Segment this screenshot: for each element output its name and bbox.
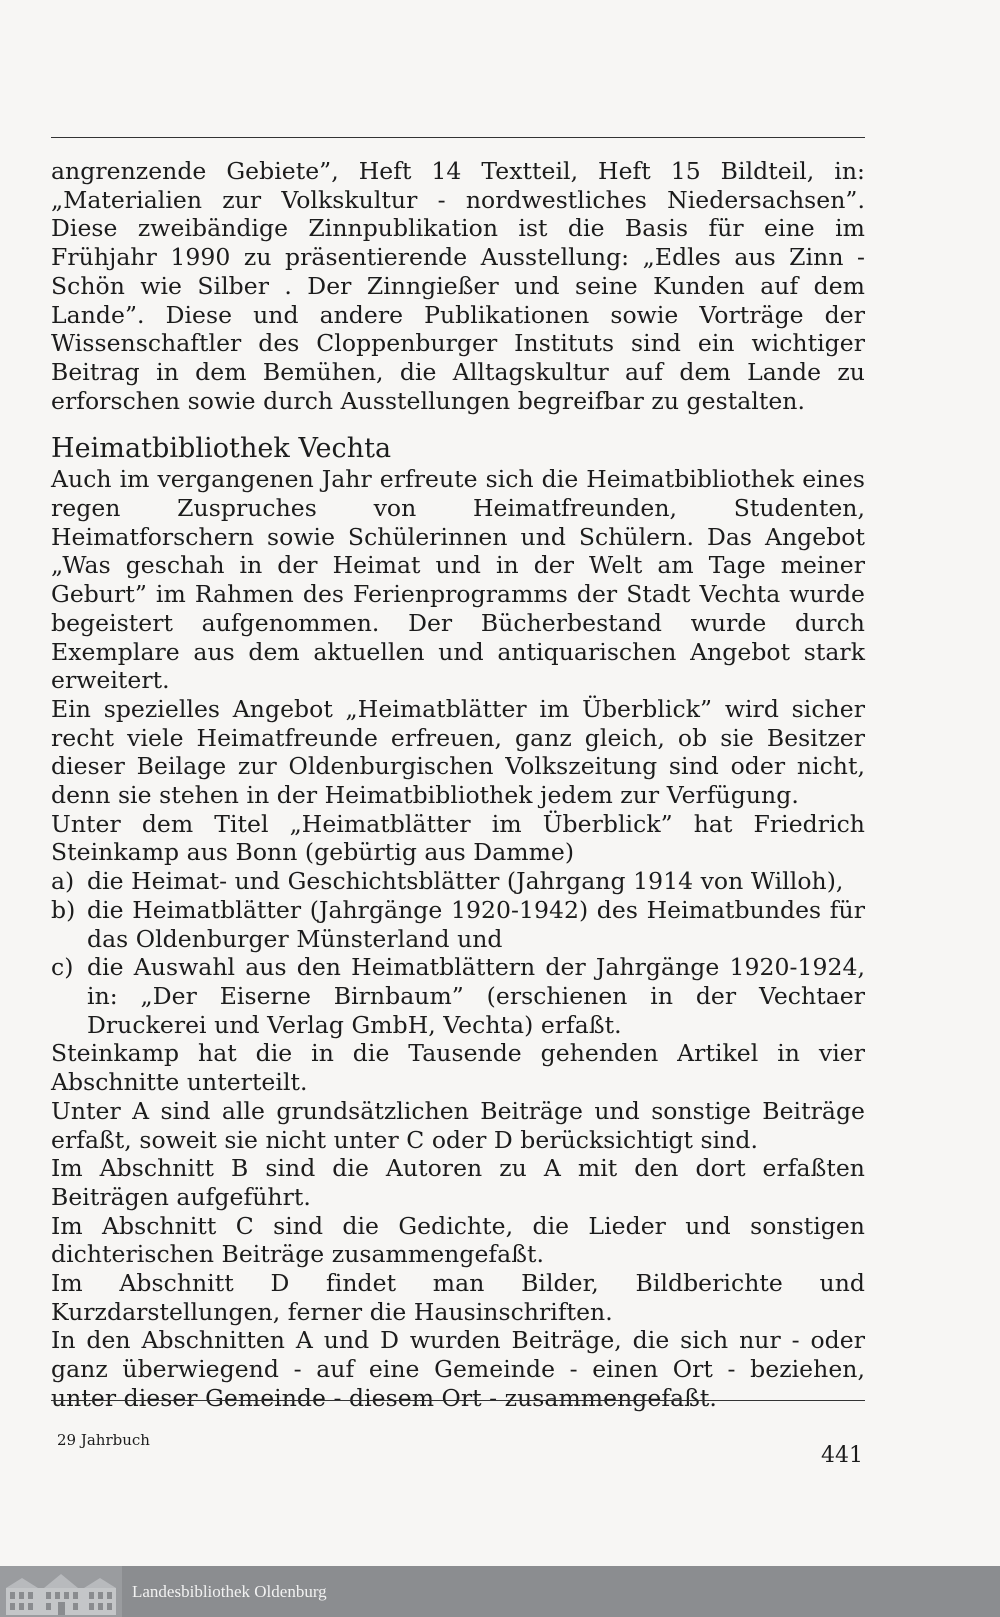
list-item-text: die Heimatblätter (Jahrgänge 1920-1942) des Heimatbundes für das Oldenburger Münsterland und — [87, 895, 865, 953]
list-item-text: die Auswahl aus den Heimatblättern der Jahrgänge 1920-1924, in: „Der Eiserne Birnbaum” (erschienen in der Vechtaer Druckerei und Verlag GmbH, Vechta) erfaßt. — [87, 953, 865, 1039]
body-text — [51, 157, 865, 1413]
paragraph: Unter A sind alle grundsätzlichen Beiträge und sonstige Beiträge erfaßt, soweit sie nicht unter C oder D berücksichtigt sind. — [51, 1096, 865, 1154]
list-marker: c) — [51, 953, 74, 982]
list-item — [51, 867, 865, 896]
intro-paragraph: angrenzende Gebiete”, Heft 14 Textteil, Heft 15 Bildteil, in: „Materialien zur Volkskultur - nordwestliches Niedersachsen”. Diese zweibändige Zinnpublikation ist die Basis für eine im Frühjahr 1990 zu präsentierende Ausstellung: „Edles aus Zinn - Schön wie Silber . Der Zinngießer und seine Kunden auf dem Lande”. Diese und andere Publikationen sowie Vorträge der Wissenschaftler des Cloppenburger Instituts sind ein wichtiger Beitrag in dem Bemühen, die Alltagskultur auf dem Lande zu erforschen sowie durch Ausstellungen begreifbar zu gestalten. — [51, 157, 865, 415]
section-heading: Heimatbibliothek Vechta — [51, 433, 392, 465]
list-item — [51, 896, 865, 953]
bottom-rule — [51, 1400, 865, 1401]
top-rule — [51, 137, 865, 138]
paragraph: Ein spezielles Angebot „Heimatblätter im Überblick” wird sicher recht viele Heimatfreunde erfreuen, ganz gleich, ob sie Besitzer dieser Beilage zur Oldenburgischen Volkszeitung sind oder nicht, denn sie stehen in der Heimatbibliothek jedem zur Verfügung. — [51, 694, 865, 810]
paragraph: Im Abschnitt D findet man Bilder, Bildberichte und Kurzdarstellungen, ferner die Hausinschriften. — [51, 1269, 865, 1326]
list-item — [51, 953, 865, 1039]
list-marker: b) — [51, 895, 76, 924]
publication-list — [51, 867, 865, 1039]
paragraph: Im Abschnitt B sind die Autoren zu A mit den dort erfaßten Beiträgen aufgeführt. — [51, 1154, 865, 1211]
library-building-icon — [0, 1566, 122, 1617]
list-marker: a) — [51, 867, 75, 896]
paragraph: Steinkamp hat die in die Tausende gehenden Artikel in vier Abschnitte unterteilt. — [51, 1039, 865, 1097]
paragraph: Auch im vergangenen Jahr erfreute sich die Heimatbibliothek eines regen Zuspruches von Heimatfreunden, Studenten, Heimatforschern sowie Schülerinnen und Schülern. Das Angebot „Was geschah in der Heimat und in der Welt am Tage meiner Geburt” im Rahmen des Ferienprogramms der Stadt Vechta wurde begeistert aufgenommen. Der Bücherbestand wurde durch Exemplare aus dem aktuellen und antiquarischen Angebot stark erweitert. — [51, 465, 865, 695]
library-banner — [0, 1566, 1000, 1617]
list-item-text: die Heimat- und Geschichtsblätter (Jahrgang 1914 von Willoh), — [87, 867, 844, 896]
library-label: Landesbibliothek Oldenburg — [132, 1581, 327, 1601]
paragraph: In den Abschnitten A und D wurden Beiträge, die sich nur - oder ganz überwiegend - auf eine Gemeinde - einen Ort - beziehen, unter dieser Gemeinde - diesem Ort - zusammengefaßt. — [51, 1326, 865, 1412]
page-number: 441 — [821, 1443, 863, 1468]
paragraph: Unter dem Titel „Heimatblätter im Überblick” hat Friedrich Steinkamp aus Bonn (gebürtig aus Damme) — [51, 809, 865, 867]
paragraph: Im Abschnitt C sind die Gedichte, die Lieder und sonstigen dichterischen Beiträge zusammengefaßt. — [51, 1211, 865, 1269]
sheet-signature: 29 Jahrbuch — [57, 1431, 150, 1449]
